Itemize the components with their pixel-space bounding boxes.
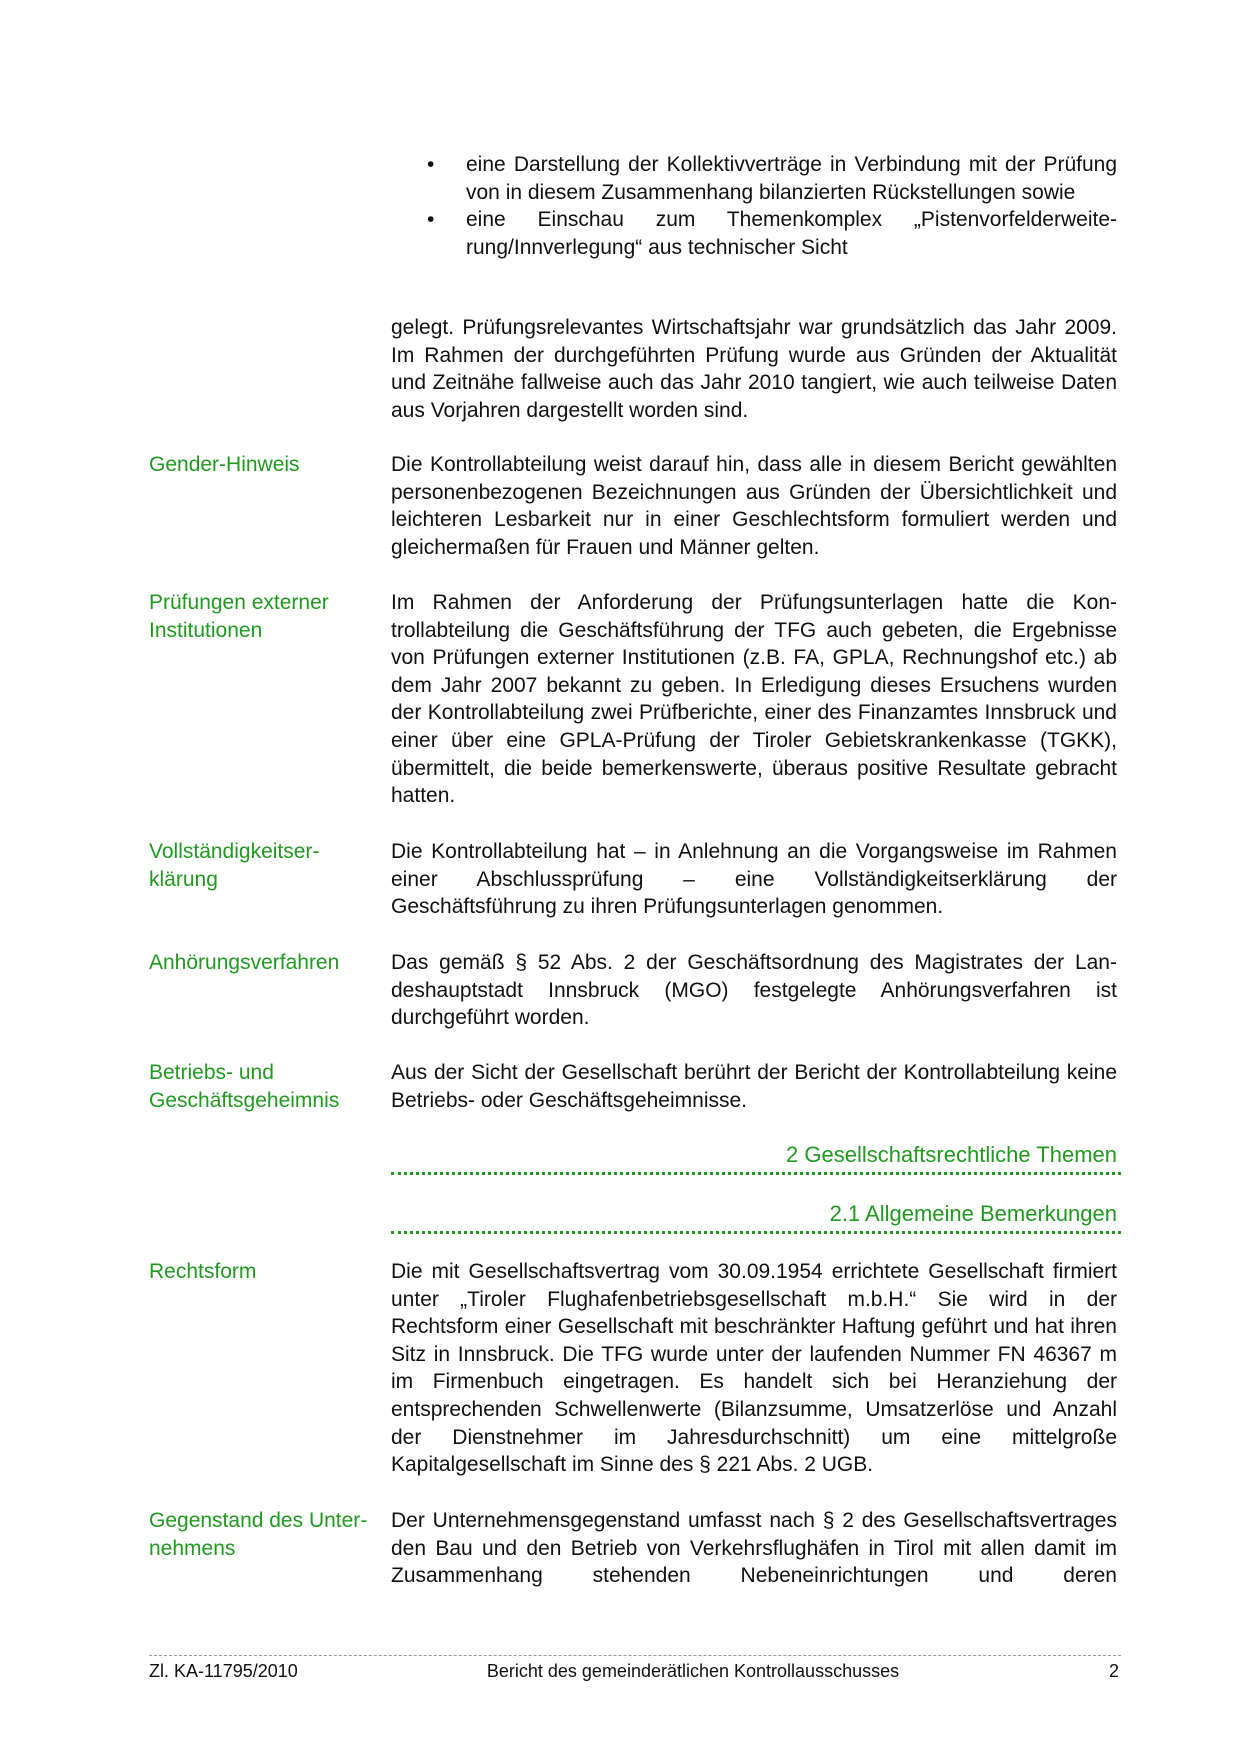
margin-label: Gegenstand des Unternehmens	[149, 1509, 368, 1560]
footer-rule	[149, 1655, 1121, 1656]
footer-reference: Zl. KA-11795/2010	[149, 1661, 298, 1681]
bullet-item	[391, 151, 1117, 206]
section-heading: 2 Gesellschaftsrechtliche Themen	[786, 1142, 1117, 1167]
margin-label: Betriebs- und Geschäftsgeheimnis	[149, 1061, 340, 1112]
bullet-list	[391, 151, 1117, 261]
footer-title: Bericht des gemeinderätlichen Kontrollausschusses	[486, 1661, 900, 1681]
margin-label: Anhörungsverfahren	[149, 951, 340, 974]
paragraph: Die Kontrollabteilung hat – in Anlehnung an die Vorgangsweise im Rahmen einer Abschlussprüfung – eine Vollständigkeitserklärung der Geschäftsführung zu ihren Prüfungsunterlagen genommen.	[391, 840, 1117, 919]
margin-label: Gender-Hinweis	[149, 453, 300, 476]
margin-label: Prüfungen externer Institutionen	[149, 591, 329, 642]
margin-label: Vollständigkeitserklärung	[149, 840, 320, 891]
paragraph: Im Rahmen der Anforderung der Prüfungsunterlagen hatte die Kontrollabteilung die Geschäftsführung der TFG auch gebeten, die Ergebnisse von Prüfungen externer Institutionen (z.B. FA, GPLA, Rechnungshof etc.) ab dem Jahr 2007 bekannt zu geben. In Erledigung dieses Ersuchens wurden der Kontrollabteilung zwei Prüfberichte, einer des Finanzamtes Innsbruck und einer über eine GPLA-Prüfung der Tiroler Gebietskrankenkasse (TGKK), übermittelt, die beide bemerkenswerte, überaus positive Resultate gebracht hatten.	[391, 591, 1117, 808]
margin-label: Rechtsform	[149, 1260, 257, 1283]
page-number: 2	[1108, 1661, 1119, 1681]
paragraph: Der Unternehmensgegenstand umfasst nach § 2 des Gesellschaftsvertrages den Bau und den Betrieb von Verkehrsflughäfen in Tirol mit allen damit im Zusammenhang stehenden Nebeneinrichtungen und deren	[391, 1509, 1117, 1588]
intro-paragraph: gelegt. Prüfungsrelevantes Wirtschaftsjahr war grundsätzlich das Jahr 2009. Im Rahmen der durchgeführten Prüfung wurde aus Gründen der Aktualität und Zeitnähe fallweise auch das Jahr 2010 tangiert, wie auch teilweise Daten aus Vorjahren dargestellt worden sind.	[391, 316, 1117, 422]
bullet-text: eine Einschau zum Themenkomplex „Pistenvorfelderweiterung/Innverlegung“ aus technischer Sicht	[466, 208, 1117, 259]
paragraph: Das gemäß § 52 Abs. 2 der Geschäftsordnung des Magistrates der Landeshauptstadt Innsbruck (MGO) festgelegte Anhörungsverfahren ist durchgeführt worden.	[391, 951, 1117, 1030]
bullet-icon: •	[427, 153, 435, 176]
paragraph: Die Kontrollabteilung weist darauf hin, dass alle in diesem Bericht gewählten personenbezogenen Bezeichnungen aus Gründen der Übersichtlichkeit und leichteren Lesbarkeit nur in einer Geschlechtsform formuliert werden und gleichermaßen für Frauen und Männer gelten.	[391, 453, 1117, 559]
bullet-item	[391, 206, 1117, 261]
heading-rule	[391, 1172, 1121, 1175]
paragraph: Aus der Sicht der Gesellschaft berührt der Bericht der Kontrollabteilung keine Betriebs- oder Geschäftsgeheimnisse.	[391, 1061, 1117, 1112]
heading-rule	[391, 1231, 1121, 1234]
bullet-text: eine Darstellung der Kollektivverträge in Verbindung mit der Prüfung von in diesem Zusammenhang bilanzierten Rückstellungen sowie	[466, 153, 1117, 204]
subsection-heading: 2.1 Allgemeine Bemerkungen	[829, 1201, 1117, 1226]
bullet-icon: •	[427, 208, 435, 232]
paragraph: Die mit Gesellschaftsvertrag vom 30.09.1954 errichtete Gesellschaft firmiert unter „Tiroler Flughafenbetriebsgesellschaft m.b.H.“ Sie wird in der Rechtsform einer Gesellschaft mit beschränkter Haftung geführt und hat ihren Sitz in Innsbruck. Die TFG wurde unter der laufenden Nummer FN 46367 m im Firmenbuch eingetragen. Es handelt sich bei Heranziehung der entsprechenden Schwellenwerte (Bilanzsumme, Umsatzerlöse und Anzahl der Dienstnehmer im Jahresdurchschnitt) um eine mittelgroße Kapitalgesellschaft im Sinne des § 221 Abs. 2 UGB.	[391, 1260, 1117, 1477]
